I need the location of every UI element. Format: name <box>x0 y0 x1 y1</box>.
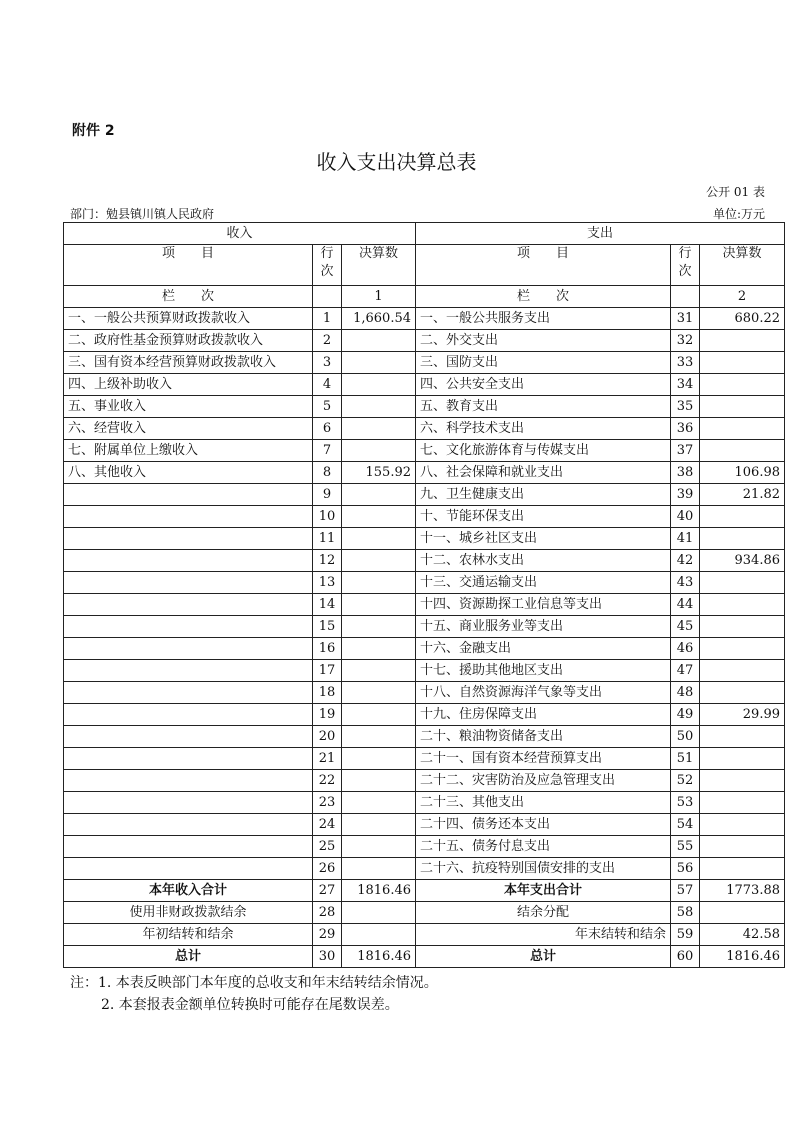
budget-summary-table <box>63 222 785 968</box>
expense-amount <box>700 726 785 748</box>
expense-amount <box>700 396 785 418</box>
income-row-no: 9 <box>313 484 342 506</box>
income-item <box>64 682 313 704</box>
table-row <box>64 704 785 726</box>
expense-summary-row-no: 60 <box>671 946 700 968</box>
income-item <box>64 814 313 836</box>
table-row <box>64 506 785 528</box>
expense-item: 九、卫生健康支出 <box>416 484 671 506</box>
expense-amount <box>700 792 785 814</box>
expense-amount <box>700 330 785 352</box>
income-row-no: 20 <box>313 726 342 748</box>
expense-item: 十一、城乡社区支出 <box>416 528 671 550</box>
expense-row-no: 54 <box>671 814 700 836</box>
expense-item: 七、文化旅游体育与传媒支出 <box>416 440 671 462</box>
income-item <box>64 638 313 660</box>
expense-row-no: 40 <box>671 506 700 528</box>
income-item <box>64 550 313 572</box>
expense-amount: 21.82 <box>700 484 785 506</box>
expense-amount <box>700 506 785 528</box>
table-row <box>64 638 785 660</box>
income-row-no: 18 <box>313 682 342 704</box>
income-row-no: 5 <box>313 396 342 418</box>
income-row-no: 2 <box>313 330 342 352</box>
income-summary-amount: 1816.46 <box>342 880 416 902</box>
income-summary-row-no: 29 <box>313 924 342 946</box>
income-item <box>64 748 313 770</box>
expense-item: 十、节能环保支出 <box>416 506 671 528</box>
income-amount <box>342 396 416 418</box>
income-amount <box>342 792 416 814</box>
income-amount <box>342 858 416 880</box>
expense-summary-amount: 1816.46 <box>700 946 785 968</box>
expense-item: 十九、住房保障支出 <box>416 704 671 726</box>
income-row-no: 11 <box>313 528 342 550</box>
income-amount <box>342 550 416 572</box>
expense-row-no: 35 <box>671 396 700 418</box>
expense-item: 三、国防支出 <box>416 352 671 374</box>
income-summary-row-no: 27 <box>313 880 342 902</box>
income-item: 五、事业收入 <box>64 396 313 418</box>
expense-row-no: 55 <box>671 836 700 858</box>
income-item <box>64 484 313 506</box>
table-row <box>64 682 785 704</box>
income-amount <box>342 528 416 550</box>
income-summary-item: 年初结转和结余 <box>64 924 313 946</box>
expense-item: 十二、农林水支出 <box>416 550 671 572</box>
expense-amount <box>700 572 785 594</box>
expense-summary-item: 本年支出合计 <box>416 880 671 902</box>
expense-amount: 29.99 <box>700 704 785 726</box>
income-amount <box>342 506 416 528</box>
income-amount <box>342 418 416 440</box>
expense-item-header: 项 目 <box>416 245 671 286</box>
income-item: 一、一般公共预算财政拨款收入 <box>64 308 313 330</box>
income-item: 七、附属单位上缴收入 <box>64 440 313 462</box>
expense-row-no: 34 <box>671 374 700 396</box>
income-amount <box>342 352 416 374</box>
income-row-no: 10 <box>313 506 342 528</box>
income-item <box>64 528 313 550</box>
expense-amount <box>700 440 785 462</box>
expense-item: 十八、自然资源海洋气象等支出 <box>416 682 671 704</box>
income-amount: 1,660.54 <box>342 308 416 330</box>
income-item <box>64 660 313 682</box>
expense-amount <box>700 682 785 704</box>
expense-item: 二十六、抗疫特别国债安排的支出 <box>416 858 671 880</box>
expense-summary-item: 结余分配 <box>416 902 671 924</box>
income-row-no: 19 <box>313 704 342 726</box>
expense-item: 二十五、债务付息支出 <box>416 836 671 858</box>
expense-item: 十三、交通运输支出 <box>416 572 671 594</box>
footnote-2: 2. 本套报表金额单位转换时可能存在尾数误差。 <box>101 997 399 1013</box>
income-item: 二、政府性基金预算财政拨款收入 <box>64 330 313 352</box>
table-row <box>64 528 785 550</box>
table-row <box>64 594 785 616</box>
expense-amount <box>700 616 785 638</box>
income-amount <box>342 484 416 506</box>
expense-item: 一、一般公共服务支出 <box>416 308 671 330</box>
income-summary-amount <box>342 902 416 924</box>
expense-summary-row-no: 59 <box>671 924 700 946</box>
expense-row-no: 47 <box>671 660 700 682</box>
expense-amount <box>700 418 785 440</box>
table-row <box>64 308 785 330</box>
expense-summary-item: 总计 <box>416 946 671 968</box>
summary-row <box>64 924 785 946</box>
summary-row <box>64 880 785 902</box>
expense-item: 二十一、国有资本经营预算支出 <box>416 748 671 770</box>
expense-amount <box>700 748 785 770</box>
table-row <box>64 726 785 748</box>
income-amount <box>342 748 416 770</box>
income-summary-row-no: 30 <box>313 946 342 968</box>
income-amount <box>342 638 416 660</box>
expense-row-no: 50 <box>671 726 700 748</box>
table-row <box>64 396 785 418</box>
expense-item: 二、外交支出 <box>416 330 671 352</box>
table-row <box>64 616 785 638</box>
attachment-label: 附件 2 <box>72 123 115 139</box>
income-summary-item: 总计 <box>64 946 313 968</box>
expense-row-no: 41 <box>671 528 700 550</box>
expense-item: 十六、金融支出 <box>416 638 671 660</box>
table-row <box>64 352 785 374</box>
expense-row-no: 45 <box>671 616 700 638</box>
expense-row-no: 44 <box>671 594 700 616</box>
income-amount <box>342 440 416 462</box>
income-row-no: 6 <box>313 418 342 440</box>
expense-row-no: 56 <box>671 858 700 880</box>
empty-cell <box>313 286 342 308</box>
income-row-no: 1 <box>313 308 342 330</box>
income-amount <box>342 682 416 704</box>
income-summary-amount <box>342 924 416 946</box>
table-row <box>64 330 785 352</box>
table-row <box>64 418 785 440</box>
table-row <box>64 660 785 682</box>
expense-amount: 106.98 <box>700 462 785 484</box>
expense-row-no: 39 <box>671 484 700 506</box>
expense-row-no: 53 <box>671 792 700 814</box>
expense-item: 二十四、债务还本支出 <box>416 814 671 836</box>
expense-row-no: 32 <box>671 330 700 352</box>
income-item <box>64 704 313 726</box>
income-item <box>64 594 313 616</box>
income-summary-item: 本年收入合计 <box>64 880 313 902</box>
income-amount <box>342 572 416 594</box>
income-summary-row-no: 28 <box>313 902 342 924</box>
expense-item: 十四、资源勘探工业信息等支出 <box>416 594 671 616</box>
expense-row-no: 46 <box>671 638 700 660</box>
income-amount <box>342 660 416 682</box>
summary-row <box>64 946 785 968</box>
income-amount <box>342 770 416 792</box>
income-amount-header: 决算数 <box>342 245 416 286</box>
expense-item: 八、社会保障和就业支出 <box>416 462 671 484</box>
income-item <box>64 858 313 880</box>
income-amount <box>342 726 416 748</box>
expense-item: 四、公共安全支出 <box>416 374 671 396</box>
income-item <box>64 506 313 528</box>
expense-amount <box>700 814 785 836</box>
expense-summary-item: 年末结转和结余 <box>416 924 671 946</box>
expense-item: 五、教育支出 <box>416 396 671 418</box>
table-row <box>64 462 785 484</box>
table-row <box>64 572 785 594</box>
table-row <box>64 550 785 572</box>
income-item: 四、上级补助收入 <box>64 374 313 396</box>
income-row-no: 16 <box>313 638 342 660</box>
expense-row-no: 33 <box>671 352 700 374</box>
department-label: 部门：勉县镇川镇人民政府 <box>70 207 215 221</box>
table-row <box>64 858 785 880</box>
table-row <box>64 836 785 858</box>
expense-row-no: 36 <box>671 418 700 440</box>
empty-cell <box>671 286 700 308</box>
expense-row-no: 51 <box>671 748 700 770</box>
expense-item: 十五、商业服务业等支出 <box>416 616 671 638</box>
income-row-no: 21 <box>313 748 342 770</box>
income-amount <box>342 330 416 352</box>
income-amount <box>342 704 416 726</box>
expense-summary-row-no: 57 <box>671 880 700 902</box>
expense-row-no: 43 <box>671 572 700 594</box>
expense-amount <box>700 594 785 616</box>
table-row <box>64 484 785 506</box>
income-row-no: 13 <box>313 572 342 594</box>
income-column-label: 栏 次 <box>64 286 313 308</box>
income-item <box>64 770 313 792</box>
income-amount <box>342 594 416 616</box>
expense-amount <box>700 374 785 396</box>
income-row-no: 8 <box>313 462 342 484</box>
expense-amount <box>700 660 785 682</box>
expense-row-no: 38 <box>671 462 700 484</box>
table-row <box>64 770 785 792</box>
footnote-1: 注：1. 本表反映部门本年度的总收支和年末结转结余情况。 <box>70 975 438 991</box>
expense-row-no: 52 <box>671 770 700 792</box>
income-amount: 155.92 <box>342 462 416 484</box>
income-item: 三、国有资本经营预算财政拨款收入 <box>64 352 313 374</box>
income-summary-item: 使用非财政拨款结余 <box>64 902 313 924</box>
expense-row-no: 37 <box>671 440 700 462</box>
income-item <box>64 836 313 858</box>
income-amount <box>342 616 416 638</box>
expense-item: 六、科学技术支出 <box>416 418 671 440</box>
expense-row-no: 48 <box>671 682 700 704</box>
table-row <box>64 748 785 770</box>
expense-item: 二十、粮油物资储备支出 <box>416 726 671 748</box>
income-amount <box>342 814 416 836</box>
income-amount <box>342 836 416 858</box>
income-item <box>64 792 313 814</box>
expense-amount <box>700 858 785 880</box>
expense-amount <box>700 770 785 792</box>
footnotes <box>70 972 438 1016</box>
page-title: 收入支出决算总表 <box>316 150 477 174</box>
expense-row-no-header: 行次 <box>671 245 700 286</box>
expense-item: 十七、援助其他地区支出 <box>416 660 671 682</box>
income-item <box>64 572 313 594</box>
form-number: 公开 01 表 <box>706 185 765 199</box>
expense-summary-amount: 42.58 <box>700 924 785 946</box>
income-item: 八、其他收入 <box>64 462 313 484</box>
unit-label: 单位:万元 <box>712 207 765 221</box>
income-item <box>64 726 313 748</box>
expense-summary-amount <box>700 902 785 924</box>
income-row-no: 25 <box>313 836 342 858</box>
income-column-number: 1 <box>342 286 416 308</box>
expense-summary-amount: 1773.88 <box>700 880 785 902</box>
income-row-no: 4 <box>313 374 342 396</box>
expense-amount <box>700 638 785 660</box>
income-item: 六、经营收入 <box>64 418 313 440</box>
summary-row <box>64 902 785 924</box>
table-row <box>64 814 785 836</box>
income-header: 收入 <box>64 223 416 245</box>
expense-item: 二十三、其他支出 <box>416 792 671 814</box>
income-row-no: 3 <box>313 352 342 374</box>
income-row-no: 17 <box>313 660 342 682</box>
income-row-no: 7 <box>313 440 342 462</box>
expense-summary-row-no: 58 <box>671 902 700 924</box>
income-row-no: 23 <box>313 792 342 814</box>
income-summary-amount: 1816.46 <box>342 946 416 968</box>
income-item <box>64 616 313 638</box>
expense-amount <box>700 836 785 858</box>
income-row-no: 15 <box>313 616 342 638</box>
table-row <box>64 792 785 814</box>
expense-amount <box>700 528 785 550</box>
expense-row-no: 49 <box>671 704 700 726</box>
income-row-no: 24 <box>313 814 342 836</box>
income-row-no: 12 <box>313 550 342 572</box>
expense-amount <box>700 352 785 374</box>
expense-column-number: 2 <box>700 286 785 308</box>
income-amount <box>342 374 416 396</box>
income-row-no-header: 行次 <box>313 245 342 286</box>
income-item-header: 项 目 <box>64 245 313 286</box>
table-row <box>64 440 785 462</box>
expense-amount: 680.22 <box>700 308 785 330</box>
expense-column-label: 栏 次 <box>416 286 671 308</box>
income-row-no: 22 <box>313 770 342 792</box>
expense-header: 支出 <box>416 223 785 245</box>
income-row-no: 14 <box>313 594 342 616</box>
expense-row-no: 42 <box>671 550 700 572</box>
table-row <box>64 374 785 396</box>
expense-item: 二十二、灾害防治及应急管理支出 <box>416 770 671 792</box>
expense-row-no: 31 <box>671 308 700 330</box>
expense-amount: 934.86 <box>700 550 785 572</box>
expense-amount-header: 决算数 <box>700 245 785 286</box>
income-row-no: 26 <box>313 858 342 880</box>
